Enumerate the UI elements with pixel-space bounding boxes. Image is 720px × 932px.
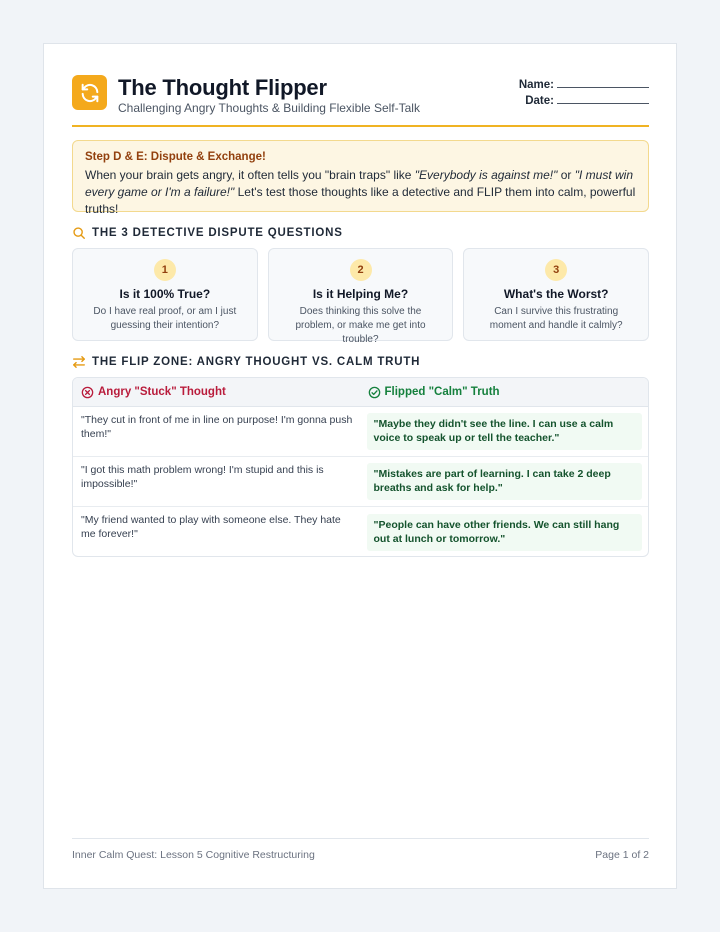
angry-thought-cell: "I got this math problem wrong! I'm stupid and this is impossible!" [81,464,324,490]
question-title: Is it 100% True? [119,287,211,301]
name-field[interactable] [557,77,649,88]
x-circle-icon [81,386,94,399]
table-row [73,457,648,507]
swap-arrows-icon [72,355,86,369]
step-title: Step D & E: Dispute & Exchange! [85,151,266,163]
brain-trap-quote-1: "Everybody is against me!" [414,168,558,182]
questions-heading-text: THE 3 DETECTIVE DISPUTE QUESTIONS [92,227,343,239]
angry-thought-cell: "They cut in front of me in line on purpose! I'm gonna push them!" [81,414,353,440]
column-header-calm-label: Flipped "Calm" Truth [384,386,500,398]
footer-lesson: Inner Calm Quest: Lesson 5 Cognitive Restructuring [72,849,315,861]
flip-zone-heading-text: THE FLIP ZONE: ANGRY THOUGHT VS. CALM TRUTH [92,356,421,368]
table-row [73,507,648,557]
page-subtitle: Challenging Angry Thoughts & Building Flexible Self-Talk [118,101,420,115]
angry-thought-cell: "My friend wanted to play with someone else. They hate me forever!" [81,514,341,540]
intro-callout [72,140,649,216]
search-icon [72,226,86,240]
intro-text [85,167,636,218]
question-title: Is it Helping Me? [312,287,409,301]
flip-zone-table [72,377,649,557]
name-date-fields [519,77,649,109]
calm-truth-text: "Maybe they didn't see the line. I can use a calm voice to speak up or tell the teacher." [367,413,643,450]
date-label: Date: [525,95,554,107]
table-row [73,407,648,457]
check-circle-icon [368,386,381,399]
question-card [463,248,649,341]
column-header-angry [73,386,362,399]
intro-text-start: When your brain gets angry, it often tells you "brain traps" like [85,168,415,182]
header [72,75,649,127]
calm-truth-text: "Mistakes are part of learning. I can take 2 deep breaths and ask for help." [367,463,643,500]
dispute-question-cards [72,248,649,345]
question-number: 3 [545,259,567,281]
question-description: Does thinking this solve the problem, or make me get into trouble? [295,306,426,345]
page-footer [72,838,649,866]
question-description: Do I have real proof, or am I just guessing their intention? [93,306,237,331]
calm-truth-text: "People can have other friends. We can still hang out at lunch or tomorrow." [367,514,643,551]
worksheet-page [43,43,677,889]
column-header-calm [362,386,649,399]
question-number: 2 [350,259,372,281]
flip-zone-heading [72,355,420,369]
calm-truth-cell [365,457,649,506]
date-field[interactable] [557,93,649,104]
question-number: 1 [154,259,176,281]
name-label: Name: [518,79,554,91]
refresh-icon [72,75,107,110]
questions-heading [72,226,343,240]
question-card [268,248,454,345]
question-title: What's the Worst? [503,287,609,301]
brain-trap-quote-2: "I must win every game or I'm a failure!" [85,168,634,199]
intro-text-mid: or [557,168,575,182]
column-header-angry-label: Angry "Stuck" Thought [98,386,226,398]
table-header [73,378,648,407]
calm-truth-cell [365,507,649,557]
question-card [72,248,258,341]
page-title: The Thought Flipper [118,75,327,100]
intro-text-end: Let's test those thoughts like a detective and FLIP them into calm, powerful truths! [85,185,636,216]
calm-truth-cell [365,407,649,456]
page-number: Page 1 of 2 [595,849,649,861]
question-description: Can I survive this frustrating moment and handle it calmly? [489,306,623,331]
